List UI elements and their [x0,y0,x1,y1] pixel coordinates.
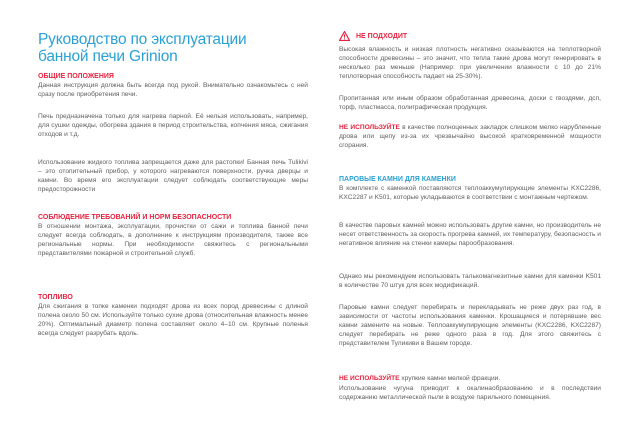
warning-triangle-icon [339,31,350,41]
general-paragraph-3: Использование жидкого топлива запрещается даже для растопки! Банная печь Tulikivi – это отопительный прибор, у которого нагреваются поверхности, ручка дверцы и камни. Во время его эксплуатации следует соблюдать соответствующие меры предосторожности [38,159,308,193]
stones-paragraph-3: Однако мы рекомендуем использовать талькомагнезитные камни для каменки K501 в количестве 70 штук для всех модификаций. [339,273,601,289]
warning-label: НЕ ПОДХОДИТ [356,32,408,40]
fuel-paragraph-1: Для сжигания в топке каменки подходят дрова из всех пород древесины с длиной полена около 50 см. Используйте только сухие дрова (относительная влажность менее 20%). Оптимальный диаметр полена составляет около 4–10 см. Крупные поленья всегда следует разрубать вдоль. [38,303,308,337]
general-paragraph-1: Данная инструкция должна быть всегда под рукой. Внимательно ознакомьтесь с ней сразу после приобретения печи. [38,82,308,98]
do-not-use-label: НЕ ИСПОЛЬЗУЙТЕ [339,124,400,131]
section-heading-stones: ПАРОВЫЕ КАМНИ ДЛЯ КАМЕНКИ [339,176,456,183]
section-heading-general: ОБЩИЕ ПОЛОЖЕНИЯ [38,73,114,80]
safety-paragraph-1: В отношении монтажа, эксплуатации, прочистки от сажи и топлива банной печи следует всегда соблюдать, в дополнение к инструкциям производителя, также все региональные нормы. При необходимости свяжитесь с региональными представителями пожарной и строительной служб. [38,223,308,257]
stones-paragraph-2: В качестве паровых камней можно использовать другие камни, но производитель не несет ответственность за скорость прогрева камней, их температуру, безопасность и негативное влияние на стенки камеры парообразования. [339,222,601,247]
unsuitable-paragraph-3 [339,123,601,150]
section-heading-fuel: ТОПЛИВО [38,294,73,301]
general-paragraph-2: Печь предназначена только для нагрева парной. Её нельзя использовать, например, для сушки одежды, обогрева здания в период строительства, копчения мяса, сжигания отходов и т.д. [38,113,308,138]
stones-paragraph-5 [339,374,601,383]
title-line-2: банной печи Grinion [38,48,178,65]
stones-paragraph-4: Паровые камни следует перебирать и перекладывать не реже двух раз год, в зависимости от частоты использования каменки. Крошащиеся и потерявшие вес камни замените на новые. Теплоаккумулирующие элементы (KXC2286, KXC2287) следует перебирать не реже одного раза в год. Для этого свяжитесь с представителем Туликиви в Вашем городе. [339,304,601,347]
title-line-1: Руководство по эксплуатации [38,31,247,48]
unsuitable-paragraph-3-text: в качестве полноценных закладок слишком мелко нарубленные дрова или щепу из-за их чрезвычайно высокой кратковременной мощности сгорания. [339,124,601,149]
do-not-use-label-2: НЕ ИСПОЛЬЗУЙТЕ [339,375,400,382]
unsuitable-paragraph-2: Пропитанная или иным образом обработанная древесина, доски с гвоздями, дсп, торф, пластмасса, полиграфическая продукция. [339,95,601,111]
stones-paragraph-1: В комплекте с каменкой поставляются теплоаккумулирующие элементы KXC2286, KXC2287 и K501, которые укладываются в соответствии с монтажным чертежом. [339,185,601,201]
section-heading-safety: СОБЛЮДЕНИЕ ТРЕБОВАНИЙ И НОРМ БЕЗОПАСНОСТИ [38,214,232,221]
stones-paragraph-6: Использование чугуна приводит к окалинаобразованию и в последствии содержанию металлической пыли в воздухе парильного помещения. [339,385,601,401]
page-title [38,31,308,65]
unsuitable-paragraph-1: Высокая влажность и низкая плотность негативно сказываются на теплотворной способности древесины – это значит, что тепла такие дрова могут генерировать в несколько раз меньше (Например: при увеличении влажности с 10 до 21% теплотворная способность падает на 25-30%). [339,46,601,80]
warning-row [339,31,407,41]
stones-paragraph-5-text: хрупкие камни мелкой фракции. [399,375,501,382]
